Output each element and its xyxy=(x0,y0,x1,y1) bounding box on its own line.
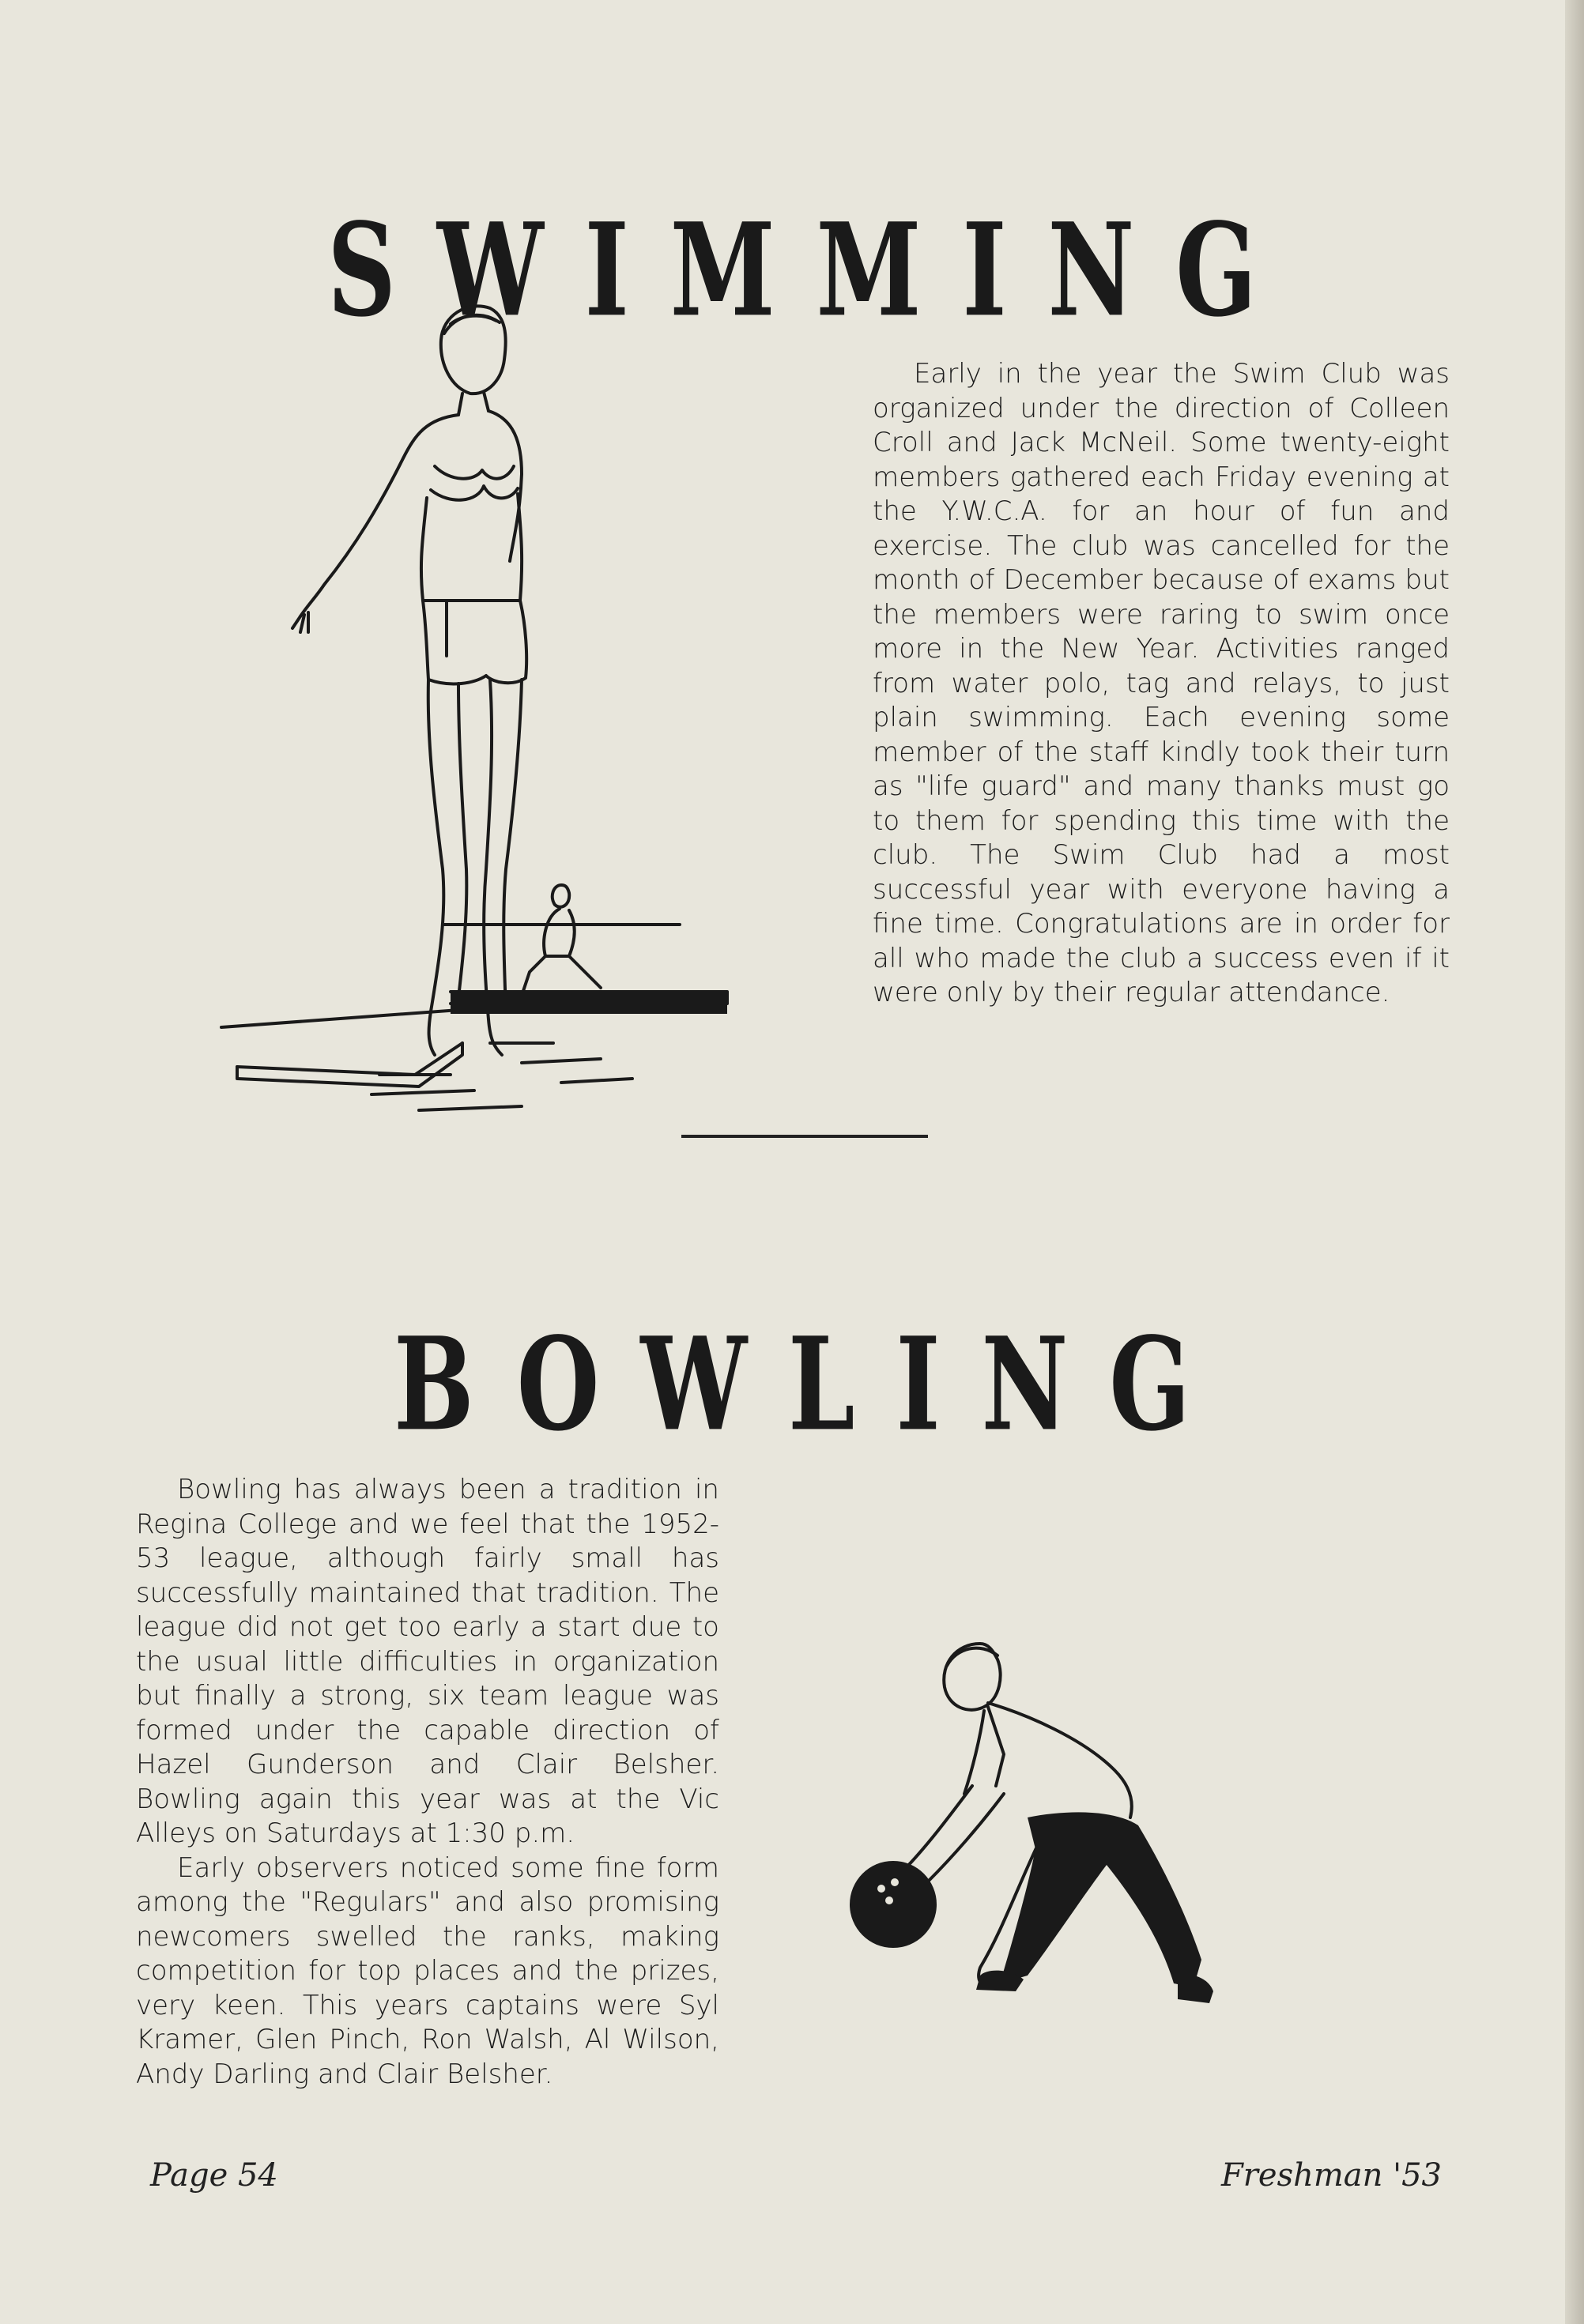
swimming-text xyxy=(873,357,1450,1011)
bowling-paragraph-2: Early observers noticed some fine form among the "Regulars" and also promising newcomers swelled the ranks, making competition for top places and the prizes, very keen. This years captains were Syl Kramer, Glen Pinch, Ron Walsh, Al Wilson, Andy Darling and Clair Belsher. xyxy=(136,1851,719,2090)
section-divider xyxy=(681,1135,928,1138)
bowling-paragraph-1: Bowling has always been a tradition in Regina College and we feel that the 1952-53 league, although fairly small has successfully maintained that tradition. The league did not get too early a start due to the usual little difficulties in organization but finally a strong, six team league was formed under the capable direction of Hazel Gunderson and Clair Belsher. Bowling again this year was at the Vic Alleys on Saturdays at 1:30 p.m. xyxy=(136,1474,719,1849)
page-edge xyxy=(1565,0,1584,2324)
publication-name: Freshman '53 xyxy=(1221,2157,1442,2194)
bowling-heading: BOWLING xyxy=(394,1309,1231,1460)
swimming-paragraph: Early in the year the Swim Club was organized under the direction of Colleen Croll and Jack McNeil. Some twenty-eight members gathered each Friday evening at the Y.W.C.A. for an hour of fun and exercise. The club was cancelled for the month of December because of exams but the members were raring to swim once more in the New Year. Activities ranged from water polo, tag and relays, to just plain swimming. Each evening some member of the staff kindly took their turn as "life guard" and many thanks must go to them for spending this time with the club. The Swim Club had a most successful year with everyone having a fine time. Congratulations are in order for all who made the club a success even if it were only by their regular attendance. xyxy=(873,358,1450,1008)
swimmer-illustration xyxy=(190,284,743,1114)
bowler-illustration xyxy=(846,1628,1336,2039)
swimming-heading: SWIMMING xyxy=(327,195,1298,346)
bowling-text xyxy=(136,1473,719,2092)
page-number: Page 54 xyxy=(150,2157,278,2194)
